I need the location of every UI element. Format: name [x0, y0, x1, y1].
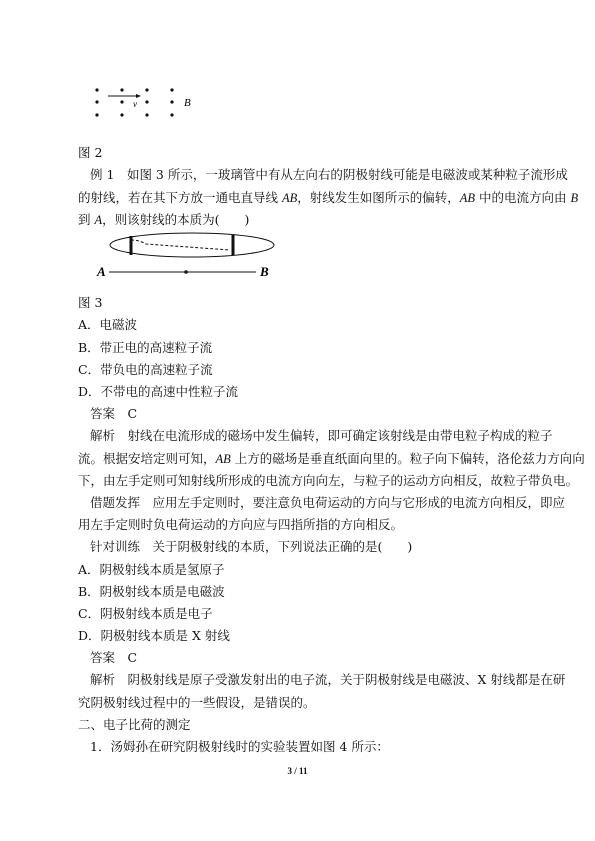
option2-b: B．阴极射线本质是电磁波 — [78, 584, 225, 599]
option2-c: C．阴极射线本质是电子 — [78, 606, 213, 621]
option1-a: A．电磁波 — [78, 317, 138, 332]
item1-text: 1．汤姆孙在研究阴极射线时的实验装置如图 4 所示： — [90, 739, 389, 754]
fig2-label-B: B — [184, 97, 191, 109]
page-number: 3 / 11 — [287, 766, 308, 776]
option1-b: B．带正电的高速粒子流 — [78, 340, 213, 355]
glass-tube — [110, 233, 274, 257]
fig3-caption: 图 3 — [78, 295, 103, 310]
example1-line3: 到 A，则该射线的本质为( ) — [78, 212, 250, 227]
option1-c: C．带负电的高速粒子流 — [78, 362, 213, 377]
wire-midpoint — [184, 270, 188, 274]
tip-line2: 用左手定则时负电荷运动的方向应与四指所指的方向相反。 — [78, 517, 404, 532]
practice-question: 针对训练 关于阴极射线的本质，下列说法正确的是( ) — [90, 539, 413, 554]
section-heading: 二、电子比荷的测定 — [78, 717, 191, 732]
analysis1-line3: 下，由左手定则可知射线所形成的电流方向向左，与粒子的运动方向相反，故粒子带负电。 — [78, 473, 579, 488]
analysis2-line2: 究阴极射线过程中的一些假设，是错误的。 — [78, 695, 316, 710]
analysis2-line1: 解析 阴极射线是原子受激发射出的电子流，关于阴极射线是电磁波、X 射线都是在研 — [90, 672, 566, 687]
option2-a: A．阴极射线本质是氢原子 — [78, 562, 225, 577]
fig3-label-A: A — [97, 264, 106, 279]
ray-path — [131, 240, 230, 250]
analysis1-line2: 流。根据安培定则可知，AB 上方的磁场是垂直纸面向里的。粒子向下偏转，洛伦兹力方向向 — [78, 451, 585, 466]
answer1: 答案 C — [90, 406, 138, 421]
option2-d: D．阴极射线本质是 X 射线 — [78, 628, 230, 643]
tip-line1: 借题发挥 应用左手定则时，要注意负电荷运动的方向与它形成的电流方向相反，即应 — [90, 495, 566, 510]
analysis1-line1: 解析 射线在电流形成的磁场中发生偏转，即可确定该射线是由带电粒子构成的粒子 — [90, 428, 553, 443]
fig3-label-B: B — [260, 264, 269, 279]
fig2-label-v: v — [133, 99, 137, 109]
example1-line2: 的射线，若在其下方放一通电直导线 AB，射线发生如图所示的偏转，AB 中的电流方向由 B — [78, 190, 579, 205]
answer2: 答案 C — [90, 650, 138, 665]
figure-3-cathode-ray-tube — [94, 230, 284, 282]
fig2-caption: 图 2 — [78, 145, 103, 160]
option1-d: D．不带电的高速中性粒子流 — [78, 384, 239, 399]
example-label: 例 1 — [90, 167, 115, 182]
figure-2-magnetic-field — [88, 84, 208, 124]
example1-line1: 例 1 如图 3 所示，一玻璃管中有从左向右的阴极射线可能是电磁波或某种粒子流形成 — [90, 167, 568, 182]
arrow-head-icon — [136, 94, 141, 98]
